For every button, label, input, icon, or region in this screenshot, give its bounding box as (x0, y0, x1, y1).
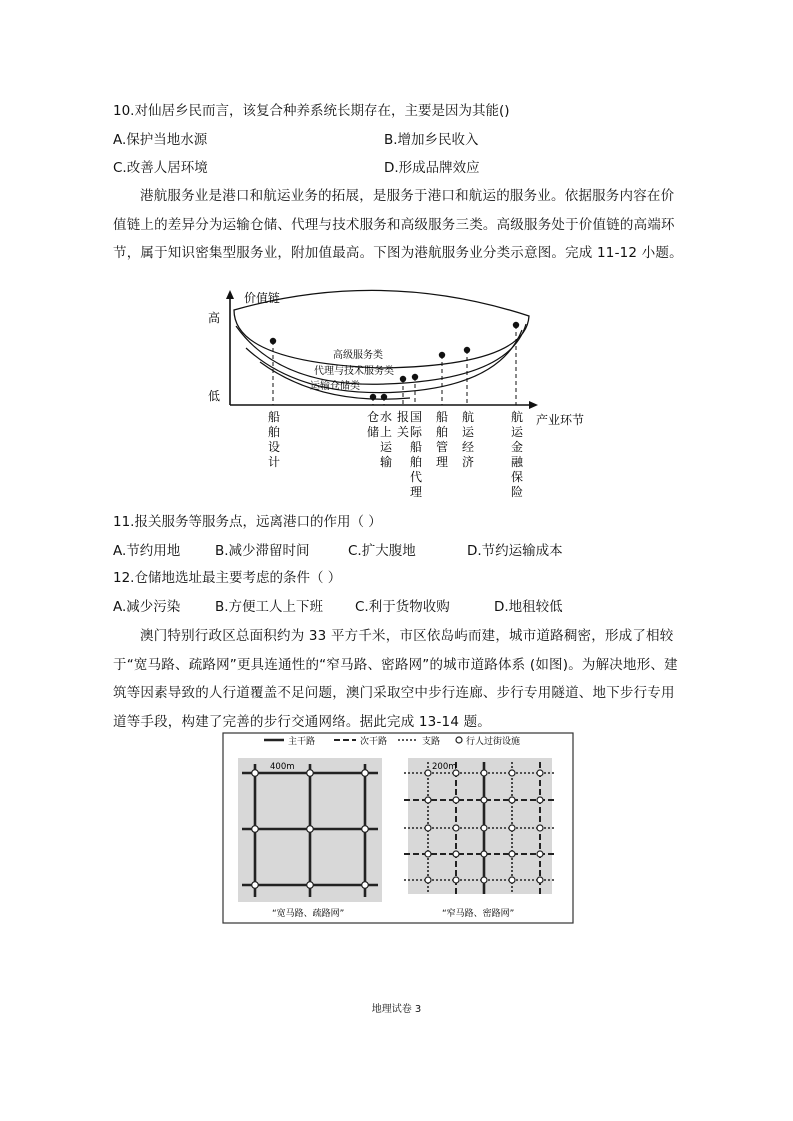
legend-main-road: 主干路 (288, 737, 316, 747)
left-caption: “宽马路、疏路网” (272, 909, 345, 919)
q11-option-b: B.减少滞留时间 (215, 543, 310, 559)
right-scale: 200m (432, 762, 457, 772)
q11-option-a: A.节约用地 (113, 543, 181, 559)
q12-stem: 12.仓储地选址最主要考虑的条件（ ） (113, 570, 342, 586)
y-axis-title: 价值链 (244, 291, 281, 305)
q12-option-d: D.地租较低 (494, 599, 563, 615)
left-scale: 400m (270, 762, 295, 772)
agency-service-curve (246, 330, 522, 393)
value-chain-diagram (200, 288, 600, 503)
q10-stem: 10.对仙居乡民而言，该复合种养系统长期存在，主要是因为其能() (113, 103, 510, 119)
label-shipping-finance: 航运金融保险 (510, 410, 524, 499)
value-chain-figure (200, 288, 600, 503)
q10-option-b: B.增加乡民收入 (384, 132, 479, 148)
q10-option-d: D.形成品牌效应 (384, 160, 480, 176)
curve-label-agency: 代理与技术服务类 (314, 366, 394, 377)
x-axis-arrow (529, 401, 538, 409)
legend-crossing: 行人过街设施 (466, 737, 521, 747)
legend-secondary-road: 次干路 (360, 737, 388, 747)
point-ship-agency (412, 374, 418, 380)
y-high-label: 高 (208, 311, 221, 325)
q10-option-a: A.保护当地水源 (113, 132, 208, 148)
label-shipping-economy: 航运经济 (461, 410, 475, 469)
y-low-label: 低 (208, 389, 221, 403)
q11-option-c: C.扩大腹地 (348, 543, 416, 559)
y-axis-arrow (226, 290, 234, 299)
drop-lines (273, 325, 516, 405)
legend-branch-road: 支路 (422, 737, 441, 747)
label-storage: 仓储 (366, 410, 380, 439)
point-storage (370, 394, 376, 400)
point-water-transport (381, 394, 387, 400)
curve-label-high: 高级服务类 (333, 350, 383, 361)
point-shipping-economy (464, 347, 470, 353)
point-ship-design (270, 338, 276, 344)
point-shipping-finance (513, 322, 519, 328)
road-network-figure (222, 732, 574, 924)
q12-option-b: B.方便工人上下班 (215, 599, 324, 615)
label-customs: 报关 (396, 410, 410, 439)
label-water-transport: 水上运输 (379, 410, 393, 469)
passage-macau-roads: 澳门特别行政区总面积约为 33 平方千米，市区依岛屿而建，城市道路稠密，形成了相较于“宽马路、疏路网”更具连通性的“窄马路、密路网”的城市道路体系 (如图)。为解决地形、建筑等因素导致的人行道覆盖不足问题，澳门采取空中步行连廊、步行专用隧道、地下步行专用道等手段，构建了完善的步行交通网络。据此完成 13-14 题。 (113, 628, 678, 730)
x-axis-title: 产业环节 (536, 413, 585, 427)
curve-label-storage: 运输仓储类 (310, 381, 360, 392)
q10-option-c: C.改善人居环境 (113, 160, 208, 176)
q12-option-c: C.利于货物收购 (355, 599, 450, 615)
right-caption: “窄马路、密路网” (442, 909, 515, 919)
q11-option-d: D.节约运输成本 (467, 543, 563, 559)
point-customs (400, 376, 406, 382)
point-ship-management (439, 352, 445, 358)
road-network-diagram (222, 732, 574, 924)
q12-option-a: A.减少污染 (113, 599, 181, 615)
page-footer: 地理试卷 3 (371, 1004, 422, 1015)
label-ship-management: 船舶管理 (435, 410, 449, 469)
label-ship-agency: 国际船舶代理 (409, 410, 423, 499)
q11-stem: 11.报关服务等服务点，远离港口的作用（ ） (113, 514, 382, 530)
passage-port-services: 港航服务业是港口和航运业务的拓展，是服务于港口和航运的服务业。依据服务内容在价值链上的差异分为运输仓储、代理与技术服务和高级服务三类。高级服务处于价值链的高端环节，属于知识密集型服务业，附加值最高。下图为港航服务业分类示意图。完成 11-12 小题。 (113, 188, 683, 261)
label-ship-design: 船舶设计 (267, 410, 281, 469)
